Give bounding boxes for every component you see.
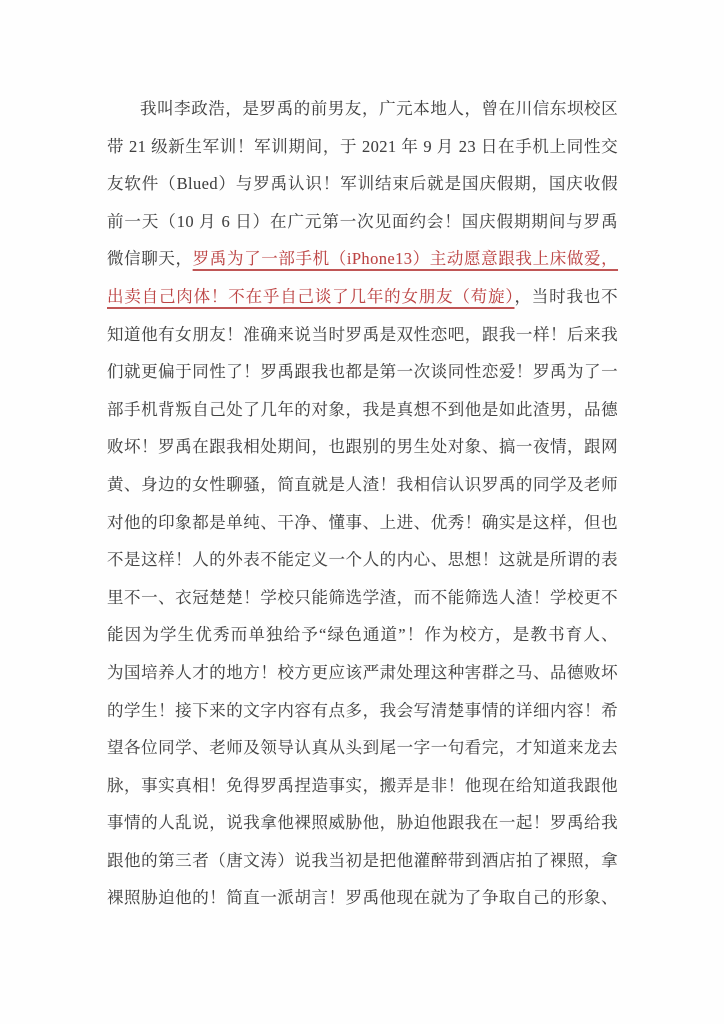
text-line: 黄、身边的女性聊骚，简直就是人渣！我相信认识罗禹的同学及老师 [107,474,618,494]
text-line: 脉，事实真相！免得罗禹捏造事实，搬弄是非！他现在给知道我跟他 [107,775,618,795]
body-text-paragraph [107,90,618,917]
text-line: 对他的印象都是单纯、干净、懂事、上进、优秀！确实是这样，但也 [107,512,618,532]
highlighted-red-text: 罗禹为了一部手机（iPhone13）主动愿意跟我上床做爱， [192,249,619,269]
text-line: 带 21 级新生军训！军训期间，于 2021 年 9 月 23 日在手机上同性交 [107,136,618,156]
text-line: 的学生！接下来的文字内容有点多，我会写清楚事情的详细内容！希 [107,700,618,720]
highlighted-red-text: 出卖自己肉体！不在乎自己谈了几年的女朋友（苟旋） [107,286,515,306]
text-line: 前一天（10 月 6 日）在广元第一次见面约会！国庆假期期间与罗禹 [107,211,618,231]
text-line: 们就更偏于同性了！罗禹跟我也都是第一次谈同性恋爱！罗禹为了一 [107,362,618,382]
text-line: 裸照胁迫他的！简直一派胡言！罗禹他现在就为了争取自己的形象、 [107,888,618,908]
text-line: 知道他有女朋友！准确来说当时罗禹是双性恋吧，跟我一样！后来我 [107,324,618,344]
text-line: 败坏！罗禹在跟我相处期间，也跟别的男生处对象、搞一夜情，跟网 [107,437,618,457]
text-segment: ，当时我也不 [514,286,618,306]
text-line: 为国培养人才的地方！校方更应该严肃处理这种害群之马、品德败坏 [107,662,618,682]
text-line: 友软件（Blued）与罗禹认识！军训结束后就是国庆假期，国庆收假 [107,174,618,194]
text-line: 事情的人乱说，说我拿他裸照威胁他，胁迫他跟我在一起！罗禹给我 [107,813,618,833]
text-line [107,240,618,278]
text-line: 我叫李政浩，是罗禹的前男友，广元本地人，曾在川信东坝校区 [140,99,618,118]
text-line: 能因为学生优秀而单独给予“绿色通道”！作为校方，是教书育人、 [107,625,618,645]
text-line: 部手机背叛自己处了几年的对象，我是真想不到他是如此渣男，品德 [107,399,618,419]
text-line: 望各位同学、老师及领导认真从头到尾一字一句看完，才知道来龙去 [107,738,618,758]
text-line: 不是这样！人的外表不能定义一个人的内心、思想！这就是所谓的表 [107,550,618,570]
text-line: 跟他的第三者（唐文涛）说我当初是把他灌醉带到酒店拍了裸照，拿 [107,850,618,870]
text-segment: 微信聊天， [107,249,193,269]
text-line: 里不一、衣冠楚楚！学校只能筛选学渣，而不能筛选人渣！学校更不 [107,587,618,607]
text-line [107,278,618,316]
